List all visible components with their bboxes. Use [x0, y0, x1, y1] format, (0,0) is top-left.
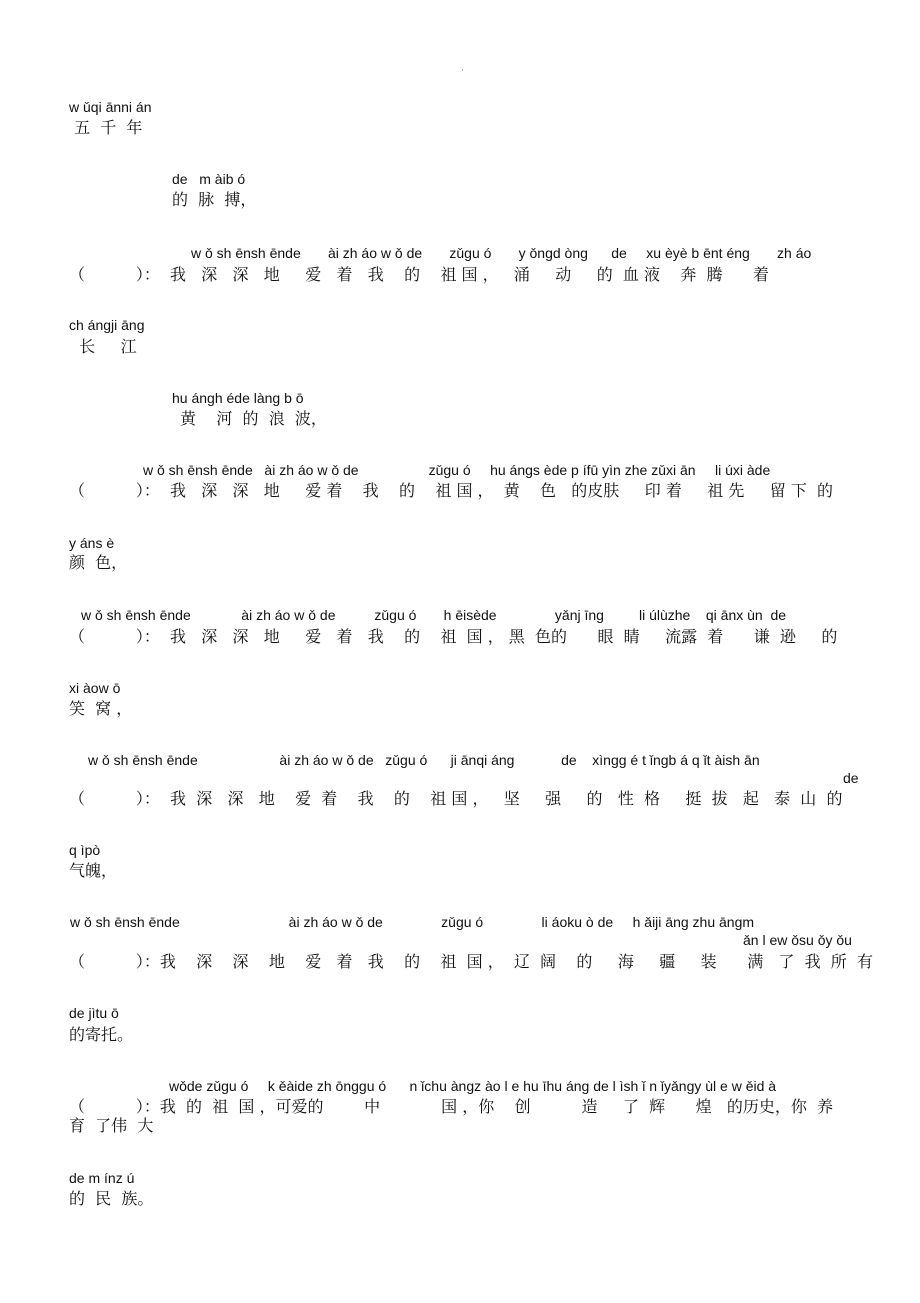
pinyin-line-12: w ǒ sh ēnsh ēnde ài zh áo w ǒ de zǔgu ó li áoku ò de h ǎiji āng zhu āngm [70, 914, 755, 930]
hanzi-line-14-cont: 育 了伟 大 [69, 1116, 154, 1135]
pinyin-line-6: w ǒ sh ēnsh ēnde ài zh áo w ǒ de zǔgu ó hu ángs ède p ífū yìn zhe zǔxi ān li úxi àde [143, 462, 771, 478]
hanzi-line-2: 的 脉 搏， [172, 190, 257, 209]
pinyin-line-12-cont: ǎn l ew ǒsu ǒy ǒu [743, 932, 852, 948]
hanzi-line-4: 长 江 [69, 337, 137, 356]
hanzi-line-3: （ ）： 我 深 深 地 爱 着 我 的 祖 国 ， 涌 动 的 血 液 奔 腾 着 [69, 265, 770, 284]
pinyin-line-10-cont: de [843, 770, 859, 786]
pinyin-line-8: w ǒ sh ēnsh ēnde ài zh áo w ǒ de zǔgu ó h ēisède yǎnj īng li úlùzhe qi ānx ùn de [81, 607, 787, 623]
pinyin-line-9: xi àow ō [69, 680, 121, 696]
hanzi-line-12: （ ）：我 深 深 地 爱 着 我 的 祖 国 ， 辽 阔 的 海 疆 装 满 了 我 所 有 [69, 952, 873, 971]
pinyin-line-5: hu ángh éde làng b ō [172, 390, 304, 406]
hanzi-line-6: （ ）： 我 深 深 地 爱 着 我 的 祖 国 ， 黄 色 的皮肤 印 着 祖 先 留 下 的 [69, 481, 834, 500]
pinyin-line-4: ch ángji āng [69, 317, 145, 333]
pinyin-line-7: y áns è [69, 535, 115, 551]
pinyin-line-2: de m àib ó [172, 171, 246, 187]
hanzi-line-13: 的寄托。 [69, 1025, 134, 1044]
hanzi-line-14: （ ）：我 的 祖 国 ，可爱的 中 国 ，你 创 造 了 辉 煌 的历史，你 养 [69, 1097, 834, 1116]
hanzi-line-8: （ ）： 我 深 深 地 爱 着 我 的 祖 国 ， 黑 色的 眼 睛 流露 着 谦 逊 的 [69, 627, 838, 646]
hanzi-line-9: 笑 窝 ， [69, 699, 133, 718]
hanzi-line-11: 气魄， [69, 861, 118, 880]
hanzi-line-15: 的 民 族。 [69, 1189, 154, 1208]
hanzi-line-7: 颜 色， [69, 553, 128, 572]
pinyin-line-15: de m ínz ú [69, 1170, 135, 1186]
pinyin-line-13: de jìtu ō [69, 1005, 119, 1021]
page-header-dot: · [461, 66, 464, 76]
pinyin-line-14: wǒde zǔgu ó k ěàide zh ōnggu ó n ǐchu àngz ào l e hu īhu áng de l ìsh ǐ n ǐyǎngy ùl e w ěid à [169, 1078, 777, 1094]
hanzi-line-10: （ ）： 我 深 深 地 爱 着 我 的 祖 国 ， 坚 强 的 性 格 挺 拔 起 泰 山 的 [69, 789, 843, 808]
pinyin-line-10: w ǒ sh ēnsh ēnde ài zh áo w ǒ de zǔgu ó ji ānqi áng de xìngg é t ǐngb á q ǐt àish ān [88, 752, 760, 768]
pinyin-line-11: q ìpò [69, 842, 101, 858]
pinyin-line-1: w ǔqi ānni án [69, 99, 152, 115]
hanzi-line-5: 黄 河 的 浪 波， [180, 409, 327, 428]
pinyin-line-3: w ǒ sh ēnsh ēnde ài zh áo w ǒ de zǔgu ó y ǒngd òng de xu èyè b ēnt éng zh áo [191, 245, 812, 261]
hanzi-line-1: 五 千 年 [69, 118, 143, 137]
